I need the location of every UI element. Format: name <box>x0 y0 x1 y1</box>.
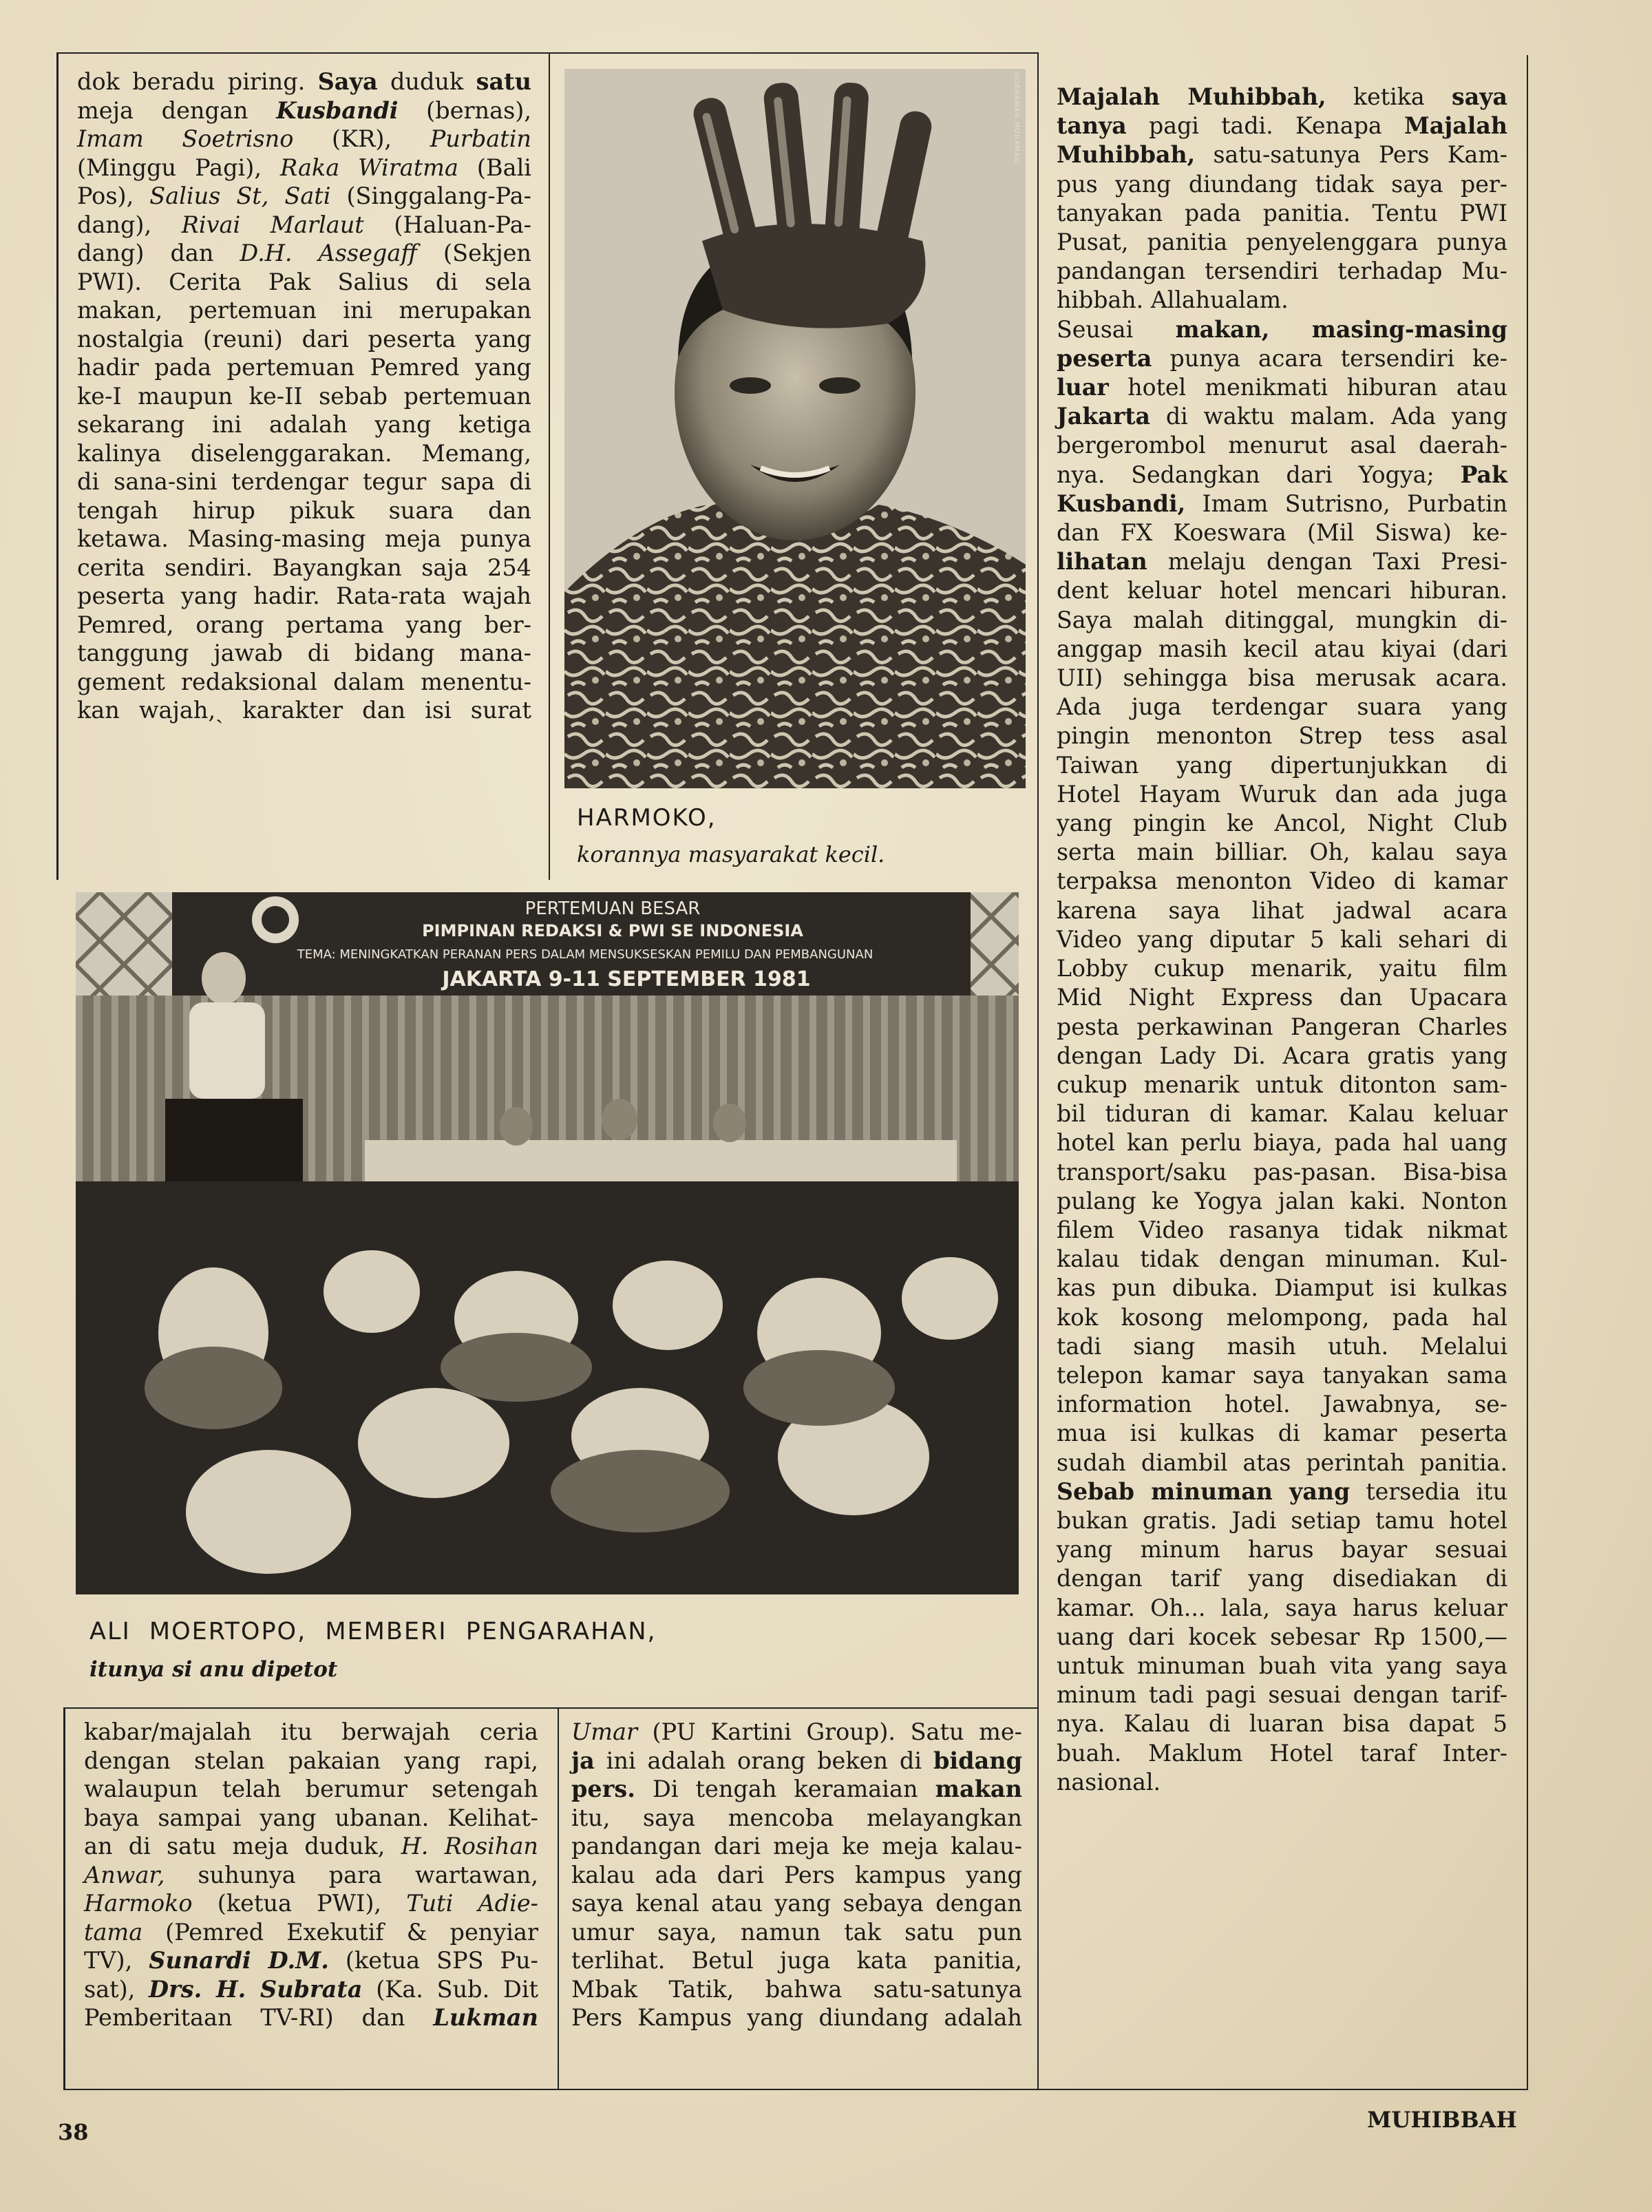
column-rule-right <box>1037 52 1039 2090</box>
text-run-bold: Sebab minuman yang <box>1057 1477 1351 1505</box>
text-line <box>1057 809 1507 838</box>
text-line <box>1057 402 1507 431</box>
text-run: Ada juga terdengar suara yang <box>1057 693 1507 721</box>
text-line <box>1057 286 1507 315</box>
text-run-italic: Harmoko <box>84 1890 193 1917</box>
text-run: serta main billiar. Oh, kalau saya <box>1057 839 1507 866</box>
text-run: bukan gratis. Jadi setiap tamu hotel <box>1057 1506 1507 1534</box>
text-line <box>84 1775 538 1804</box>
text-run: buah. Maklum Hotel taraf Inter- <box>1057 1739 1507 1767</box>
column-rule-middle <box>549 52 550 880</box>
text-run: di waktu malam. Ada yang <box>1150 403 1507 430</box>
text-run-bold: luar <box>1057 374 1109 401</box>
text-run: pandangan tersendiri terhadap Mu- <box>1057 257 1507 285</box>
text-run: tanggung jawab di bidang mana- <box>77 640 531 666</box>
text-line <box>1057 1187 1507 1216</box>
banner-line-1: PERTEMUAN BESAR <box>525 898 701 919</box>
text-run: umur saya, namun tak satu pun <box>571 1918 1022 1946</box>
text-run: yang minum harus bayar sesuai <box>1057 1536 1507 1563</box>
text-run: (Pemred Exekutif & penyiar <box>142 1918 538 1946</box>
text-line <box>77 353 531 382</box>
text-run: (Singgalang-Pa- <box>330 182 531 209</box>
column-1-top-text <box>77 67 531 725</box>
text-run: di sana-sini terdengar tegur sapa di <box>77 468 531 495</box>
bottom-section-rule-top <box>63 1707 1038 1709</box>
text-run-bold: ja <box>571 1747 595 1774</box>
text-line <box>77 182 531 211</box>
text-line <box>571 1804 1022 1833</box>
text-line <box>1057 751 1507 780</box>
text-line <box>77 239 531 268</box>
text-line <box>77 268 531 297</box>
text-run: kas pun dibuka. Diamput isi kulkas <box>1057 1274 1507 1302</box>
text-run: peserta yang hadir. Rata-rata wajah <box>77 582 531 609</box>
text-run: dok beradu piring. <box>77 68 318 95</box>
text-run-bold: Majalah Muhibbah, <box>1057 83 1326 110</box>
text-line <box>1057 1042 1507 1071</box>
text-run: kalau tidak dengan minuman. Kul- <box>1057 1245 1507 1273</box>
text-run: dengan tarif yang disediakan di <box>1057 1565 1507 1592</box>
text-line <box>1057 896 1507 925</box>
text-run: PWI). Cerita Pak Salius di sela <box>77 268 531 295</box>
text-line <box>1057 1594 1507 1623</box>
text-run: information hotel. Jawabnya, se- <box>1057 1391 1507 1418</box>
caption-harmoko-text: korannya masyarakat kecil. <box>577 841 885 867</box>
text-run: melaju dengan Taxi Presi- <box>1147 548 1507 576</box>
text-run: tersedia itu <box>1350 1477 1507 1505</box>
text-run: Pemberitaan TV-RI) dan <box>84 2004 434 2031</box>
text-run-bold: Majalah <box>1404 112 1507 140</box>
text-run: dent keluar hotel mencari hiburan. <box>1057 577 1507 604</box>
top-rule <box>56 52 1038 54</box>
text-line <box>1057 1506 1507 1535</box>
text-run: nya. Kalau di luaran bisa dapat 5 <box>1057 1710 1507 1738</box>
text-run: (ketua PWI), <box>192 1890 407 1917</box>
text-line <box>77 382 531 411</box>
text-run: pingin menonton Strep tess asal <box>1057 722 1507 750</box>
text-run: cerita sendiri. Bayangkan saja 254 <box>77 554 531 581</box>
text-run: baya sampai yang ubanan. Kelihat- <box>84 1804 538 1831</box>
text-line <box>1057 1681 1507 1709</box>
text-run-italic: Salius St, Sati <box>149 182 331 209</box>
text-run-bold: Kusbandi, <box>1057 489 1186 517</box>
text-run: walaupun telah berumur setengah <box>84 1776 538 1802</box>
text-run: (KR), <box>293 125 430 152</box>
text-run: Mbak Tatik, bahwa satu-satunya <box>571 1975 1022 2003</box>
text-line <box>77 67 531 96</box>
photo-harmoko <box>564 69 1026 788</box>
text-line <box>1057 664 1507 693</box>
text-run <box>1269 316 1311 343</box>
text-line <box>1057 576 1507 605</box>
text-line <box>84 1747 538 1776</box>
text-run-bold: saya <box>1452 83 1507 110</box>
photo-harmoko-image <box>564 69 1026 788</box>
caption-ali-moertopo-text: itunya si anu dipetot <box>89 1657 338 1682</box>
text-run: Pers Kampus yang diundang adalah <box>571 2004 1022 2031</box>
text-line <box>571 1718 1022 1747</box>
column-1-bottom-text <box>84 1718 538 2032</box>
text-line <box>571 1975 1022 2004</box>
text-line <box>1057 140 1507 169</box>
text-line <box>84 1946 538 1975</box>
text-run: Pos), <box>77 182 150 209</box>
text-run: filem Video rasanya tidak nikmat <box>1057 1216 1507 1243</box>
text-run: bergerombol menurut asal daerah- <box>1057 432 1507 459</box>
text-run-bold: peserta <box>1057 344 1152 372</box>
text-run: dang), <box>77 211 182 238</box>
text-run: Seusai <box>1057 315 1176 343</box>
text-line <box>1057 1361 1507 1390</box>
text-run: meja dengan <box>77 96 277 124</box>
text-run: (Minggu Pagi), <box>77 154 280 181</box>
text-line <box>1057 780 1507 809</box>
text-run: TV), <box>84 1947 149 1974</box>
text-line <box>571 1775 1022 1804</box>
text-run: sudah diambil atas perintah panitia. <box>1057 1449 1507 1476</box>
text-line <box>571 1861 1022 1890</box>
text-line <box>1057 1128 1507 1157</box>
text-line <box>84 1861 538 1890</box>
text-run: pus yang diundang tidak saya per- <box>1057 170 1507 198</box>
text-line <box>1057 721 1507 750</box>
text-run: Pemred, orang pertama yang ber- <box>77 611 531 638</box>
text-run: Imam Sutrisno, Purbatin <box>1185 489 1507 517</box>
text-line <box>1057 1564 1507 1593</box>
text-line <box>77 582 531 611</box>
text-run-bold-italic: Lukman <box>433 2004 538 2031</box>
text-line <box>1057 228 1507 257</box>
text-line <box>84 1889 538 1918</box>
text-run: saya kenal atau yang sebaya dengan <box>571 1890 1022 1917</box>
text-run: UII) sehingga bisa merusak acara. <box>1057 664 1507 692</box>
text-run: tanyakan pada panitia. Tentu PWI <box>1057 199 1507 227</box>
text-run: ini adalah orang beken di <box>594 1747 933 1774</box>
text-line <box>1057 112 1507 140</box>
text-run-italic: Purbatin <box>430 125 531 152</box>
banner-line-4: JAKARTA 9-11 SEPTEMBER 1981 <box>442 967 811 991</box>
text-line <box>1057 983 1507 1012</box>
text-run: dengan Lady Di. Acara gratis yang <box>1057 1042 1507 1069</box>
text-run: mua isi kulkas di kamar peserta <box>1057 1420 1507 1447</box>
text-line <box>1057 1449 1507 1477</box>
photo-conference <box>76 892 1019 1594</box>
text-line <box>1057 1652 1507 1681</box>
photo-credit: GOENAWAN MOHAMAD <box>1013 72 1020 164</box>
text-run: (bernas), <box>398 96 531 124</box>
bottom-section-rule-left <box>63 1707 65 2089</box>
text-line <box>1057 606 1507 635</box>
text-line <box>1057 1419 1507 1448</box>
text-line <box>1057 1623 1507 1652</box>
page-number: 38 <box>58 2119 89 2145</box>
text-run: Taiwan yang dipertunjukkan di <box>1057 751 1507 779</box>
text-run: hotel menikmati hiburan atau <box>1108 374 1507 401</box>
text-run-bold: pers. <box>571 1776 635 1802</box>
text-run: Lobby cukup menarik, yaitu film <box>1057 955 1507 982</box>
text-run: (Sekjen <box>417 240 531 266</box>
text-run: (Ka. Sub. Dit <box>362 1975 538 2003</box>
text-line <box>77 496 531 525</box>
text-run: dengan stelan pakaian yang rapi, <box>84 1747 538 1774</box>
text-run-italic: D.H. Assegaff <box>240 240 418 266</box>
text-line <box>84 1918 538 1947</box>
text-run: gement redaksional dalam menentu- <box>77 668 531 695</box>
text-run-bold: Jakarta <box>1057 403 1151 430</box>
text-run-bold-italic: Sunardi D.M. <box>149 1947 329 1974</box>
text-run-bold: masing-masing <box>1311 315 1507 343</box>
text-run-bold: Pak <box>1460 461 1507 488</box>
text-run: untuk minuman buah vita yang saya <box>1057 1652 1507 1679</box>
text-line <box>1057 83 1507 112</box>
text-line <box>1057 1158 1507 1187</box>
bottom-rule <box>63 2089 1038 2090</box>
text-run: makan, pertemuan ini merupakan <box>77 297 531 324</box>
column-3-text <box>1057 83 1507 1797</box>
text-line <box>1057 867 1507 896</box>
text-line <box>1057 1332 1507 1361</box>
text-run: pagi tadi. Kenapa <box>1126 112 1404 140</box>
text-run: kalau ada dari Pers kampus yang <box>571 1861 1022 1888</box>
text-run-italic: Umar <box>571 1718 637 1745</box>
text-line <box>1057 431 1507 460</box>
text-run-italic: Imam Soetrisno <box>77 125 294 152</box>
text-run: suhunya para wartawan, <box>165 1861 538 1888</box>
text-line <box>1057 838 1507 867</box>
text-line <box>77 325 531 354</box>
text-run: hotel kan perlu biaya, pada hal uang <box>1057 1129 1507 1157</box>
column-rule-left <box>56 52 59 880</box>
text-line <box>1057 1477 1507 1506</box>
text-line <box>1057 635 1507 664</box>
text-line <box>571 1918 1022 1947</box>
text-line <box>84 1718 538 1747</box>
text-line <box>77 125 531 154</box>
text-run: Hotel Hayam Wuruk dan ada juga <box>1057 780 1507 808</box>
text-line <box>1057 199 1507 228</box>
text-line <box>84 2003 538 2032</box>
text-run-bold-italic: Drs. H. Subrata <box>149 1975 363 2003</box>
text-run-bold: lihatan <box>1057 548 1147 576</box>
text-run: ketawa. Masing-masing meja punya <box>77 525 531 552</box>
text-run-bold: Muhibbah, <box>1057 141 1196 169</box>
banner-line-2: PIMPINAN REDAKSI & PWI SE INDONESIA <box>422 921 803 940</box>
text-run: dang) dan <box>77 240 240 266</box>
text-line <box>1057 1099 1507 1128</box>
text-run: nasional. <box>1057 1768 1161 1795</box>
text-run-italic: tama <box>84 1918 143 1946</box>
text-line <box>77 611 531 640</box>
text-run: nostalgia (reuni) dari peserta yang <box>77 325 531 352</box>
text-run: pulang ke Yogya jalan kaki. Nonton <box>1057 1187 1507 1214</box>
text-run: satu-satunya Pers Kam- <box>1195 141 1507 169</box>
text-run: telepon kamar saya tanyakan sama <box>1057 1361 1507 1389</box>
text-line <box>571 1946 1022 1975</box>
text-run-bold-italic: Kusbandi <box>276 96 399 124</box>
text-run: duduk <box>377 68 476 95</box>
photo-conference-image <box>76 892 1019 1594</box>
text-run: cukup menarik untuk ditonton sam- <box>1057 1071 1507 1098</box>
text-line <box>1057 1739 1507 1768</box>
text-run-bold: satu <box>476 68 531 95</box>
text-run: sat), <box>84 1975 149 2003</box>
text-line <box>84 1832 538 1861</box>
text-run: kalinya diselenggarakan. Memang, <box>77 439 531 467</box>
text-line <box>77 211 531 240</box>
text-line <box>77 154 531 182</box>
text-run: Video yang diputar 5 kali sehari di <box>1057 925 1507 953</box>
text-run-italic: Rivai Marlaut <box>181 211 364 238</box>
text-line <box>1057 925 1507 954</box>
text-line <box>84 1804 538 1833</box>
text-line <box>1057 1768 1507 1797</box>
banner-line-3: TEMA: MENINGKATKAN PERANAN PERS DALAM MENSUKSESKAN PEMILU DAN PEMBANGUNAN <box>297 947 873 962</box>
caption-ali-moertopo-name: ALI MOERTOPO, MEMBERI PENGARAHAN, <box>89 1618 657 1645</box>
text-run: (PU Kartini Group). Satu me- <box>637 1718 1022 1745</box>
text-line <box>1057 257 1507 286</box>
text-line <box>1057 1245 1507 1274</box>
text-run: minum tadi pagi sesuai dengan tarif- <box>1057 1681 1507 1709</box>
text-run: karena saya lihat jadwal acara <box>1057 896 1507 924</box>
text-line <box>1057 954 1507 983</box>
text-line <box>1057 344 1507 373</box>
text-line <box>1057 1390 1507 1419</box>
text-line <box>77 410 531 439</box>
text-line <box>1057 1071 1507 1099</box>
text-line <box>1057 315 1507 344</box>
text-run: uang dari kocek sebesar Rp 1500,— <box>1057 1623 1507 1650</box>
text-run-italic: Raka Wiratma <box>279 154 458 181</box>
text-run-italic: Tuti Adie- <box>406 1890 538 1917</box>
text-line <box>1057 1303 1507 1332</box>
text-line <box>77 554 531 582</box>
text-run: kok kosong melompong, pada hal <box>1057 1303 1507 1331</box>
text-line <box>84 1975 538 2004</box>
text-run: kabar/majalah itu berwajah ceria <box>84 1718 538 1745</box>
text-run: kamar. Oh... lala, saya harus keluar <box>1057 1594 1507 1621</box>
text-line <box>571 1747 1022 1776</box>
text-run: hadir pada pertemuan Pemred yang <box>77 354 531 381</box>
text-run: tadi siang masih utuh. Melalui <box>1057 1332 1507 1360</box>
bottom-section-rule-middle <box>558 1707 559 2089</box>
text-run-italic: Anwar, <box>84 1861 165 1888</box>
text-run: bil tiduran di kamar. Kalau keluar <box>1057 1100 1507 1128</box>
text-run: (Bali <box>458 154 531 181</box>
text-line <box>1057 547 1507 576</box>
text-run: pesta perkawinan Pangeran Charles <box>1057 1013 1507 1040</box>
text-line <box>77 96 531 125</box>
text-run: hibbah. Allahualam. <box>1057 286 1289 314</box>
column-2-bottom-text <box>571 1718 1022 2032</box>
text-run: ke-I maupun ke-II sebab pertemuan <box>77 382 531 410</box>
text-line <box>77 467 531 496</box>
text-run: Di tengah keramaian <box>635 1776 935 1802</box>
text-line <box>1057 1274 1507 1303</box>
text-line <box>77 696 531 725</box>
text-run-bold: makan, <box>1175 315 1270 343</box>
text-line <box>77 296 531 325</box>
text-line <box>77 668 531 697</box>
text-line <box>1057 489 1507 518</box>
text-run: an di satu meja duduk, <box>84 1833 401 1860</box>
text-run: Saya malah ditinggal, mungkin di- <box>1057 606 1507 633</box>
text-run: pandangan dari meja ke meja kalau- <box>571 1833 1022 1860</box>
right-edge-rule <box>1527 55 1528 2090</box>
text-run: dan FX Koeswara (Mil Siswa) ke- <box>1057 519 1507 547</box>
magazine-name: MUHIBBAH <box>1367 2107 1517 2133</box>
bottom-rule-right <box>1037 2089 1527 2090</box>
text-line <box>1057 373 1507 402</box>
caption-harmoko-name: HARMOKO, <box>577 804 717 832</box>
text-run: ketika <box>1326 83 1452 110</box>
text-line <box>77 639 531 668</box>
text-line <box>1057 693 1507 721</box>
text-run-bold: Saya <box>317 68 378 95</box>
text-run: anggap masih kecil atau kiyai (dari <box>1057 635 1507 662</box>
text-line <box>1057 170 1507 199</box>
text-run: sekarang ini adalah yang ketiga <box>77 411 531 438</box>
text-line <box>1057 1709 1507 1738</box>
text-run: Pusat, panitia penyelenggara punya <box>1057 229 1507 256</box>
text-line <box>1057 518 1507 547</box>
text-run: nya. Sedangkan dari Yogya; <box>1057 461 1461 488</box>
text-run-bold: tanya <box>1057 112 1127 140</box>
text-run: Mid Night Express dan Upacara <box>1057 984 1507 1011</box>
text-line <box>1057 1216 1507 1245</box>
text-run-bold: makan <box>935 1776 1022 1802</box>
text-run: kan wajah,ˏ karakter dan isi surat <box>77 697 531 724</box>
text-run: tengah hirup pikuk suara dan <box>77 496 531 524</box>
text-line <box>1057 461 1507 489</box>
text-run: transport/saku pas-pasan. Bisa-bisa <box>1057 1158 1507 1186</box>
text-line <box>571 1832 1022 1861</box>
text-run: itu, saya mencoba melayangkan <box>571 1804 1022 1831</box>
text-run-bold: bidang <box>933 1747 1022 1774</box>
text-run: punya acara tersendiri ke- <box>1152 344 1507 372</box>
text-run: terlihat. Betul juga kata panitia, <box>571 1947 1022 1974</box>
text-line <box>571 1889 1022 1918</box>
text-run-italic: H. Rosihan <box>401 1833 539 1860</box>
text-run: (ketua SPS Pu- <box>328 1947 538 1974</box>
text-line <box>77 525 531 554</box>
text-run: terpaksa menonton Video di kamar <box>1057 867 1507 895</box>
text-run: (Haluan-Pa- <box>363 211 531 238</box>
text-line <box>1057 1535 1507 1564</box>
text-line <box>1057 1013 1507 1042</box>
text-line <box>77 439 531 468</box>
text-line <box>571 2003 1022 2032</box>
text-run: yang pingin ke Ancol, Night Club <box>1057 810 1507 837</box>
